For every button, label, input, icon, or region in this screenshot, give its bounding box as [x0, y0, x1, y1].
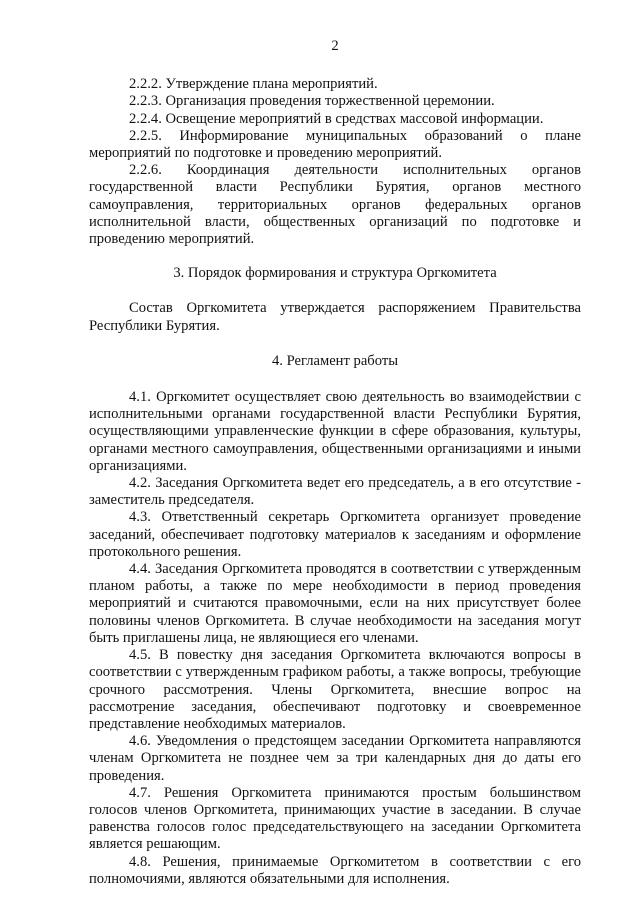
paragraph-4-5: 4.5. В повестку дня заседания Оргкомитета включаются вопросы в соответствии с утвержденным графиком работы, а также вопросы, требующие срочного рассмотрения. Члены Оргкомитета, внесшие вопрос на рассмотрение заседания, обеспечивают подготовку и своевременное представление необходимых материалов. — [89, 647, 581, 732]
item-2-2-6: 2.2.6. Координация деятельности исполнительных органов государственной власти Республики Бурятия, органов местного самоуправления, территориальных органов федеральных органов исполнительной власти, общественных организаций по подготовке и проведению мероприятий. — [89, 162, 581, 248]
document-page — [89, 38, 581, 888]
item-2-2-5: 2.2.5. Информирование муниципальных образований о плане мероприятий по подготовке и проведению мероприятий. — [89, 127, 581, 162]
section-3-text: Состав Оргкомитета утверждается распоряжением Правительства Республики Бурятия. — [89, 300, 581, 334]
paragraph-4-3: 4.3. Ответственный секретарь Оргкомитета организует проведение заседаний, обеспечивает подготовку материалов к заседаниям и оформление протокольного решения. — [89, 509, 581, 560]
paragraph-4-6: 4.6. Уведомления о предстоящем заседании Оргкомитета направляются членам Оргкомитета не позднее чем за три календарных дня до даты его проведения. — [89, 733, 581, 784]
item-2-2-3: 2.2.3. Организация проведения торжественной церемонии. — [129, 93, 495, 110]
section-4-heading: 4. Регламент работы — [271, 352, 399, 369]
section-3-heading: 3. Порядок формирования и структура Оргкомитета — [173, 265, 497, 282]
page-number: 2 — [331, 38, 339, 54]
item-2-2-2: 2.2.2. Утверждение плана мероприятий. — [129, 76, 378, 93]
paragraph-4-7: 4.7. Решения Оргкомитета принимаются простым большинством голосов членов Оргкомитета, принимающих участие в заседании. В случае равенства голосов голос председательствующего на заседании Оргкомитета является решающим. — [89, 784, 581, 853]
paragraph-4-8: 4.8. Решения, принимаемые Оргкомитетом в соответствии с его полномочиями, являются обязательными для исполнения. — [89, 853, 581, 887]
paragraph-4-4: 4.4. Заседания Оргкомитета проводятся в соответствии с утвержденным планом работы, а также по мере необходимости в период проведения мероприятий и считаются правомочными, если на них присутствует более половины членов Оргкомитета. В случае необходимости на заседания могут быть приглашены лица, не являющиеся его членами. — [89, 561, 581, 646]
paragraph-4-1: 4.1. Оргкомитет осуществляет свою деятельность во взаимодействии с исполнительными органами государственной власти Республики Бурятия, осуществляющими управленческие функции в сфере образования, культуры, органами местного самоуправления, общественными организациями и иными организациями. — [89, 389, 581, 474]
item-2-2-4: 2.2.4. Освещение мероприятий в средствах массовой информации. — [129, 110, 544, 127]
paragraph-4-2: 4.2. Заседания Оргкомитета ведет его председатель, а в его отсутствие - заместитель председателя. — [89, 475, 581, 509]
